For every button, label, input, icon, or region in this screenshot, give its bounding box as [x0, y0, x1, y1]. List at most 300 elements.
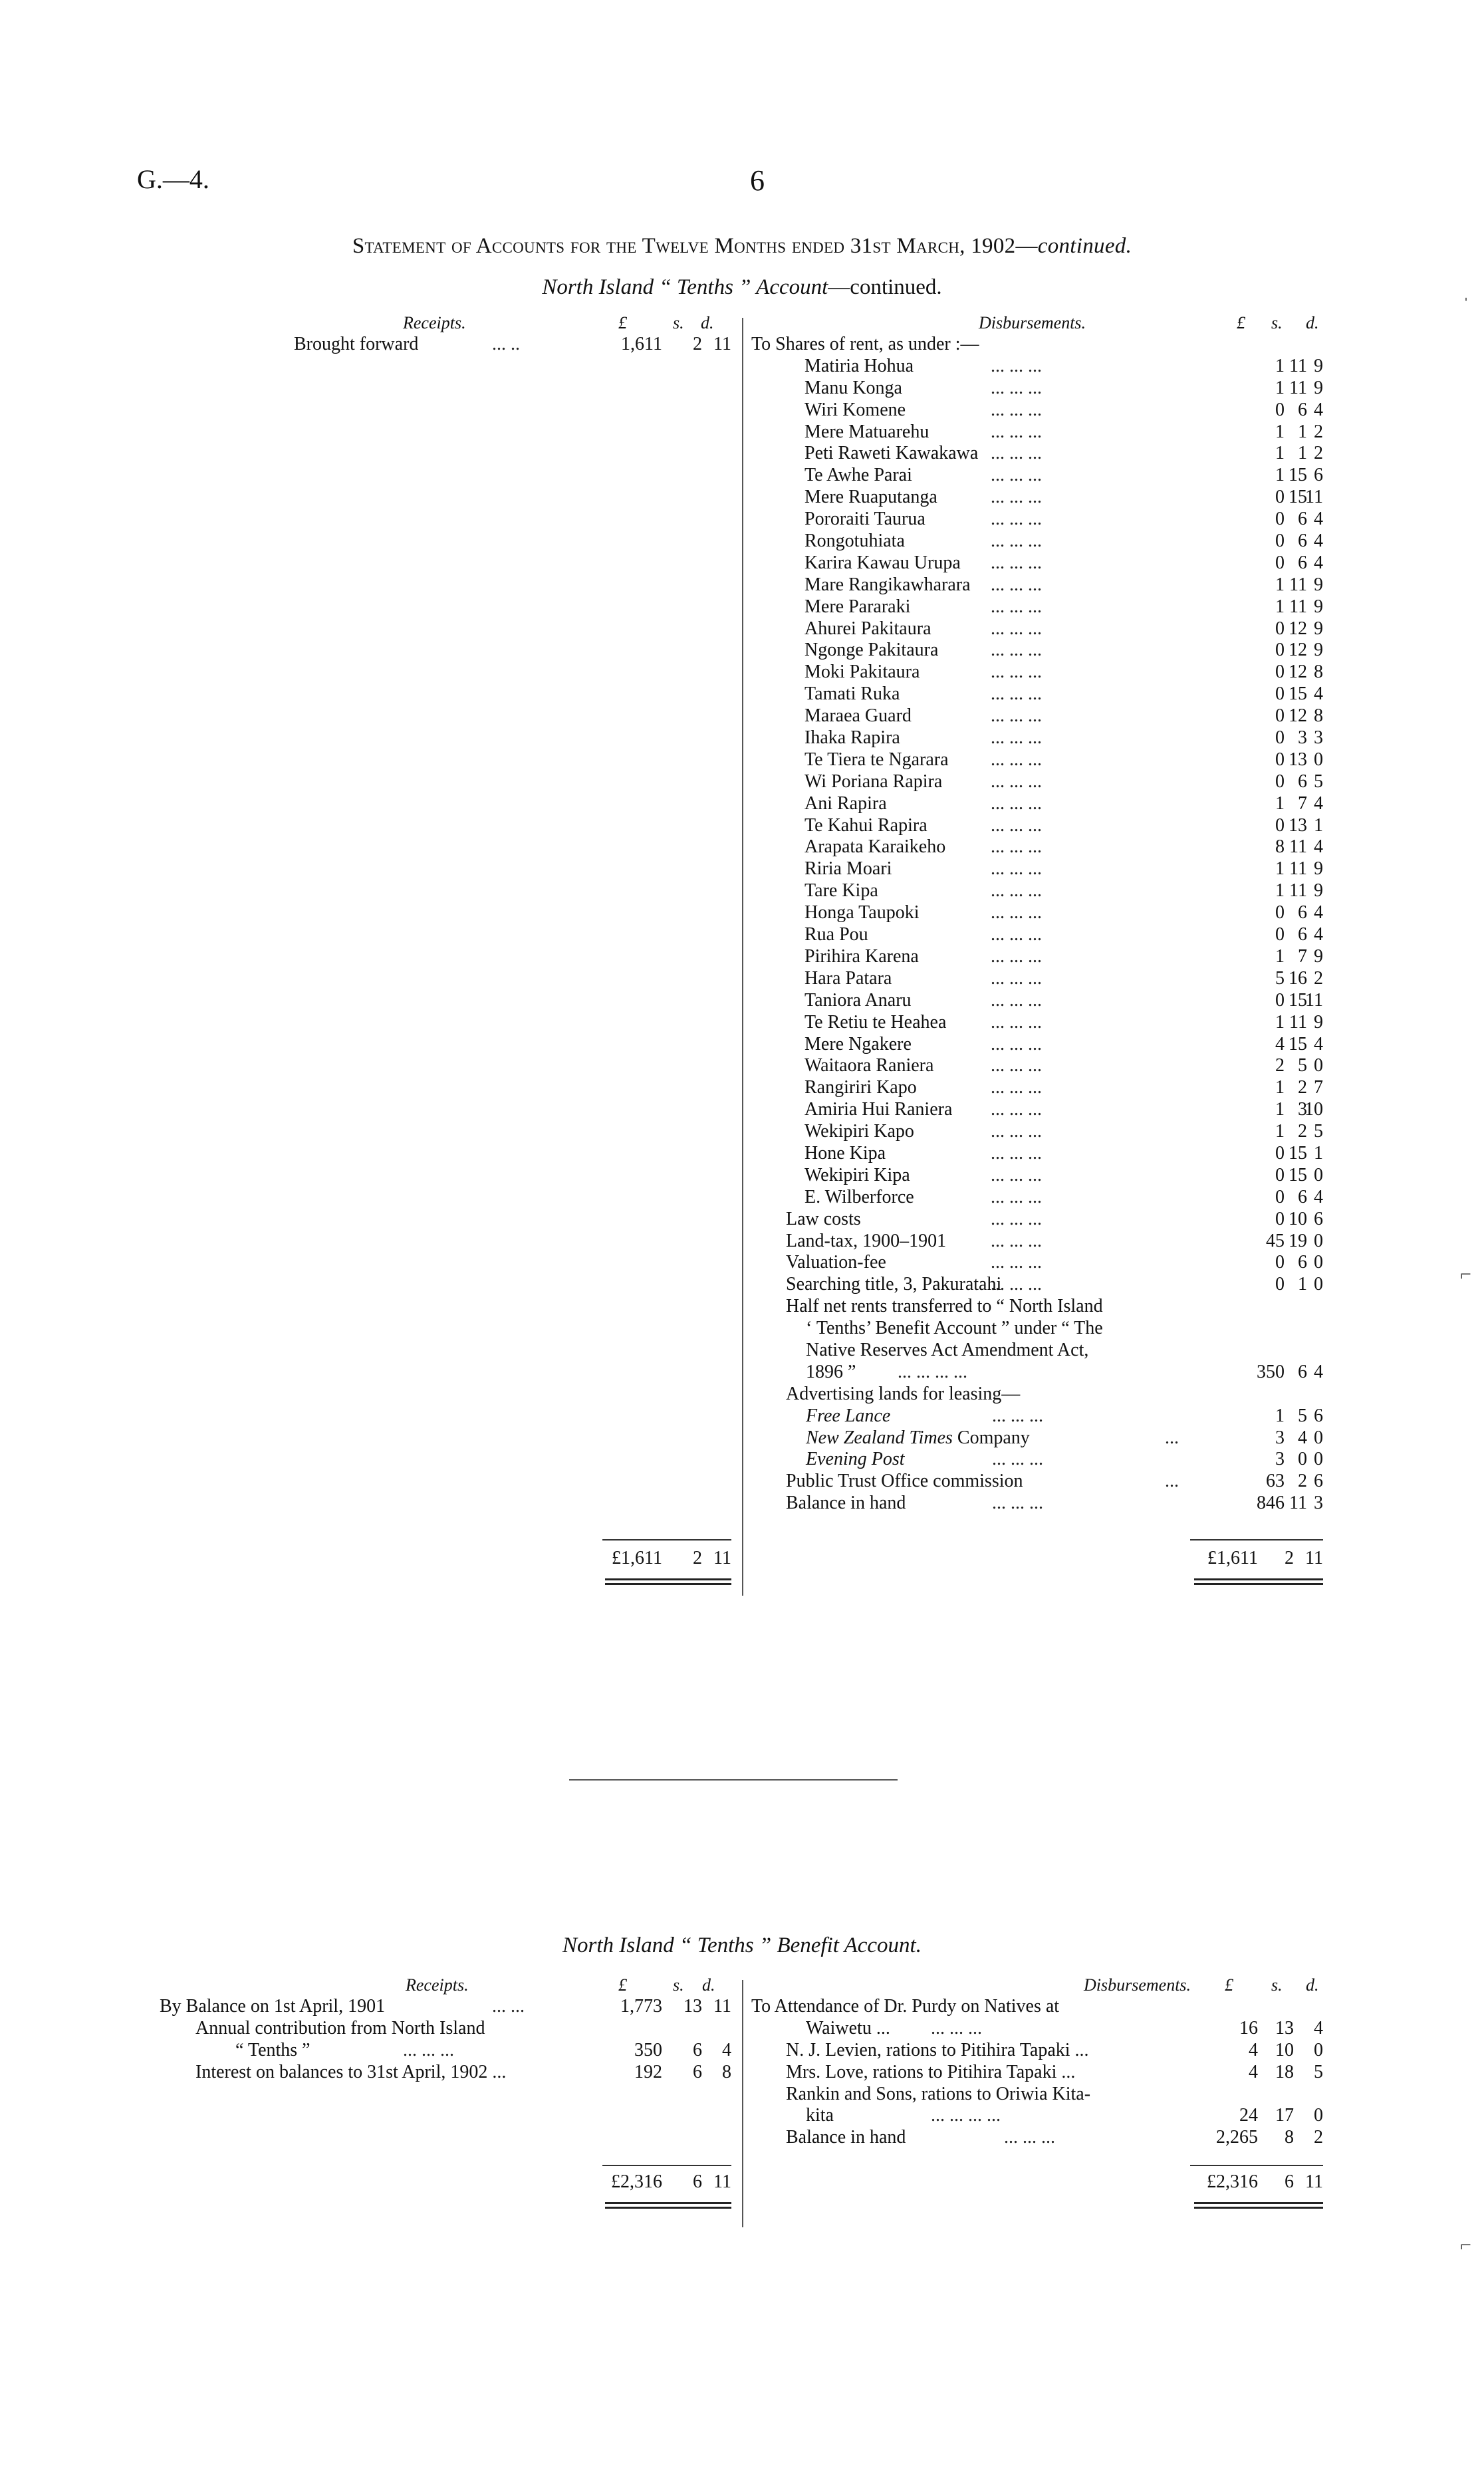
amount-pounds: 0 — [1275, 399, 1285, 420]
row-label: Waiwetu ... — [806, 2017, 890, 2038]
amount-pounds: 1 — [1275, 596, 1285, 617]
amount-pence: 9 — [1314, 618, 1323, 639]
amount-shillings: 6 — [1298, 771, 1307, 792]
leader-dots: ... .. — [492, 334, 520, 354]
amount-shillings: 12 — [1289, 618, 1307, 639]
amount-pounds: 1 — [1275, 858, 1285, 880]
amount-pounds: 0 — [1275, 989, 1285, 1011]
amount-pounds: 1 — [1275, 421, 1285, 442]
amount-pence: 6 — [1314, 1471, 1323, 1492]
amount-pence: 9 — [1314, 640, 1323, 661]
half-net-row — [751, 1296, 1323, 1318]
leader-dots: ... ... ... ... — [898, 1361, 967, 1382]
amount-pence: 8 — [722, 2061, 731, 2082]
leader-dots: ... ... ... — [991, 1186, 1042, 1207]
amount-pence: 1 — [1314, 1142, 1323, 1164]
amount-shillings: 13 — [1289, 814, 1307, 836]
leader-dots: ... ... ... — [991, 618, 1042, 639]
row-label: Mere Pararaki — [804, 596, 911, 617]
amount-pounds: 4 — [1275, 1033, 1285, 1054]
table-row — [751, 771, 1323, 793]
amount-shillings: 15 — [1289, 1033, 1307, 1054]
table-row — [751, 858, 1323, 880]
table-row — [751, 2040, 1323, 2062]
row-label: Maraea Guard — [804, 705, 912, 727]
row-label: E. Wilberforce — [804, 1186, 914, 1207]
amount-shillings: 8 — [1285, 2127, 1294, 2148]
amount-pounds: 1 — [1275, 377, 1285, 398]
row-label: Pirihira Karena — [804, 945, 919, 967]
table-row — [751, 1077, 1323, 1099]
leader-dots: ... ... ... — [991, 662, 1042, 683]
half-net-row — [751, 1340, 1323, 1362]
amount-pence: 0 — [1314, 2105, 1323, 2126]
leader-dots: ... ... ... — [991, 1142, 1042, 1164]
amount-shillings: 3 — [1298, 727, 1307, 749]
leader-dots: ... ... ... — [991, 377, 1042, 398]
row-label: Te Awhe Parai — [804, 465, 912, 486]
leader-dots: ... ... ... — [991, 640, 1042, 661]
table-row — [751, 1143, 1323, 1165]
amount-shillings: 11 — [1289, 574, 1307, 595]
row-label: Law costs — [786, 1208, 861, 1229]
amount-pounds: 1,611 — [621, 334, 662, 354]
amount-pence: 9 — [1314, 574, 1323, 595]
leader-dots: ... ... ... — [991, 683, 1042, 705]
table-row — [751, 1449, 1323, 1471]
amount-pence: 11 — [1305, 487, 1323, 508]
amount-pounds: 0 — [1275, 1252, 1285, 1273]
section-divider — [569, 1779, 898, 1781]
amount-shillings: 7 — [1298, 945, 1307, 967]
amount-pounds: 0 — [1275, 1164, 1285, 1185]
row-label: Native Reserves Act Amendment Act, — [806, 1339, 1089, 1360]
section1-receipts — [279, 312, 731, 356]
amount-pounds: 0 — [1275, 902, 1285, 924]
row-label: Tamati Ruka — [804, 683, 900, 705]
table-row — [751, 2018, 1323, 2040]
row-label: Hone Kipa — [804, 1142, 886, 1164]
leader-dots: ... ... ... — [991, 399, 1042, 420]
row-label: Ani Rapira — [804, 793, 887, 814]
amount-pounds: 0 — [1275, 771, 1285, 792]
row-label: Mere Ruaputanga — [804, 487, 937, 508]
amount-pence: 9 — [1314, 355, 1323, 376]
receipts2-total-double-rule — [605, 2202, 731, 2209]
amount-shillings: 6 — [1298, 552, 1307, 573]
amount-shillings: 1 — [1298, 421, 1307, 442]
row-label: Land-tax, 1900–1901 — [786, 1230, 947, 1251]
amount-pence: 6 — [1314, 1405, 1323, 1426]
row-label: Te Kahui Rapira — [804, 814, 928, 836]
leader-dots: ... ... ... — [991, 1121, 1042, 1142]
amount-pounds: 0 — [1275, 618, 1285, 639]
half-net-row — [751, 1362, 1323, 1384]
amount-shillings: 6 — [1298, 1186, 1307, 1207]
row-label: Advertising lands for leasing— — [786, 1383, 1021, 1404]
amount-pence: 5 — [1314, 771, 1323, 792]
amount-pence: 9 — [1314, 880, 1323, 902]
amount-shillings: 12 — [1289, 662, 1307, 683]
amount-pounds: 1 — [1275, 945, 1285, 967]
column-separator-2 — [742, 1980, 743, 2227]
table-row — [751, 1012, 1323, 1034]
amount-pounds: 1 — [1275, 1121, 1285, 1142]
row-label: Pororaiti Taurua — [804, 509, 926, 530]
amount-pence: 4 — [1314, 902, 1323, 924]
leader-dots: ... ... ... — [991, 1011, 1042, 1033]
row-label: Manu Konga — [804, 377, 902, 398]
amount-pence: 5 — [1314, 1121, 1323, 1142]
amount-pence: 2 — [1314, 2127, 1323, 2148]
leader-dots: ... ... ... — [991, 793, 1042, 814]
amount-pounds: 0 — [1275, 509, 1285, 530]
row-label: Rankin and Sons, rations to Oriwia Kita- — [786, 2083, 1091, 2104]
newspaper-suffix: Company — [952, 1427, 1030, 1448]
amount-pounds: 0 — [1275, 683, 1285, 705]
amount-shillings: 6 — [693, 2061, 702, 2082]
document-series-code: G.—4. — [137, 164, 209, 194]
amount-pence: 11 — [1305, 989, 1323, 1011]
amount-shillings: 2 — [693, 334, 702, 354]
amount-shillings: 5 — [1298, 1405, 1307, 1426]
leader-dots: ... ... ... — [991, 1164, 1042, 1185]
amount-pence: 0 — [1314, 2039, 1323, 2060]
page-number: 6 — [750, 164, 765, 197]
row-label: Matiria Hohua — [804, 355, 914, 376]
disbursements2-total-rule — [1190, 2165, 1323, 2166]
row-label: Amiria Hui Raniera — [804, 1099, 953, 1120]
amount-pence: 5 — [1314, 2061, 1323, 2082]
table-row — [279, 334, 731, 356]
margin-mark: ⌐ — [1460, 1263, 1471, 1285]
table-row — [751, 727, 1323, 749]
amount-shillings: 1 — [1298, 443, 1307, 464]
table-row — [751, 705, 1323, 727]
leader-dots: ... ... ... — [991, 967, 1042, 989]
disbursements-header: Disbursements. £ s. d. — [1084, 1975, 1319, 1995]
disbursements2-total: £2,316 6 11 — [1207, 2171, 1323, 2192]
amount-pounds: 0 — [1275, 749, 1285, 770]
amount-pence: 4 — [1314, 793, 1323, 814]
amount-shillings: 11 — [1289, 1493, 1307, 1514]
row-label: Mere Ngakere — [804, 1033, 912, 1054]
row-label: Balance in hand — [786, 1493, 906, 1514]
amount-pounds: 1 — [1275, 793, 1285, 814]
receipts-total: £1,611 2 11 — [612, 1548, 731, 1568]
amount-pence: 0 — [1314, 1449, 1323, 1470]
leader-dots: ... ... ... — [991, 902, 1042, 924]
statement-title — [0, 234, 1484, 259]
amount-shillings: 6 — [1298, 509, 1307, 530]
row-label: Ihaka Rapira — [804, 727, 900, 749]
leader-dots: ... ... ... — [991, 355, 1042, 376]
amount-shillings: 19 — [1289, 1230, 1307, 1251]
row-label: Rangiriri Kapo — [804, 1077, 917, 1098]
amount-pence: 4 — [1314, 924, 1323, 945]
leader-dots: ... ... ... — [991, 1099, 1042, 1120]
table-row — [751, 1493, 1323, 1515]
amount-pence: 9 — [1314, 858, 1323, 880]
leader-dots: ... ... ... — [991, 858, 1042, 880]
amount-pence: 0 — [1314, 749, 1323, 770]
leader-dots: ... ... ... — [991, 749, 1042, 770]
amount-pence: 4 — [1314, 552, 1323, 573]
leader-dots: ... ... ... — [991, 531, 1042, 552]
leader-dots: ... ... ... — [931, 2017, 982, 2038]
table-row — [751, 880, 1323, 902]
amount-shillings: 15 — [1289, 1142, 1307, 1164]
amount-shillings: 11 — [1289, 880, 1307, 902]
table-row — [751, 836, 1323, 858]
leader-dots: ... ... ... — [991, 1033, 1042, 1054]
row-label: N. J. Levien, rations to Pitihira Tapaki ... — [786, 2039, 1089, 2060]
table-row — [751, 531, 1323, 553]
table-row — [751, 1427, 1323, 1449]
table-row — [751, 990, 1323, 1012]
leader-dots: ... ... ... — [991, 1055, 1042, 1076]
amount-shillings: 17 — [1275, 2105, 1294, 2126]
row-label: By Balance on 1st April, 1901 — [160, 1996, 386, 2017]
leader-dots: ... ... ... — [403, 2039, 454, 2060]
row-label: Mere Matuarehu — [804, 421, 929, 442]
table-row — [751, 924, 1323, 946]
leader-dots: ... ... ... — [991, 771, 1042, 792]
amount-pounds: 1,773 — [620, 1996, 662, 2017]
amount-pence: 4 — [1314, 1361, 1323, 1382]
amount-pounds: 1 — [1275, 1077, 1285, 1098]
amount-pence: 2 — [1314, 967, 1323, 989]
amount-pounds: 0 — [1275, 814, 1285, 836]
row-label: Tare Kipa — [804, 880, 878, 902]
table-row — [751, 400, 1323, 422]
amount-pence: 4 — [722, 2039, 731, 2060]
table-row — [751, 793, 1323, 815]
margin-mark: ⌐ — [1460, 2234, 1471, 2256]
amount-shillings: 13 — [1289, 749, 1307, 770]
amount-pounds: 0 — [1275, 727, 1285, 749]
leader-dots: ... ... — [492, 1996, 525, 2017]
amount-pounds: 4 — [1249, 2039, 1258, 2060]
amount-shillings: 13 — [1275, 2017, 1294, 2038]
amount-pence: 2 — [1314, 443, 1323, 464]
table-row — [751, 465, 1323, 487]
receipts2-total: £2,316 6 11 — [611, 2171, 731, 2192]
row-label: Public Trust Office commission — [786, 1471, 1023, 1492]
table-row — [751, 356, 1323, 378]
receipts-total-double-rule — [605, 1578, 731, 1585]
half-net-row — [751, 1318, 1323, 1340]
section2-disbursements — [751, 1975, 1323, 2149]
amount-shillings: 6 — [1298, 399, 1307, 420]
leader-dots: ... ... ... — [991, 1252, 1042, 1273]
leader-dots: ... ... ... ... — [931, 2105, 1001, 2126]
amount-pence: 3 — [1314, 727, 1323, 749]
row-label — [806, 1449, 905, 1471]
amount-shillings: 6 — [1298, 531, 1307, 552]
row-label: Searching title, 3, Pakuratahi — [786, 1274, 1002, 1295]
row-label: Wekipiri Kipa — [804, 1164, 910, 1185]
table-row — [751, 1121, 1323, 1143]
amount-pence: 11 — [713, 334, 731, 354]
row-label: Ahurei Pakitaura — [804, 618, 931, 639]
amount-pounds: 0 — [1275, 487, 1285, 508]
amount-shillings: 0 — [1298, 1449, 1307, 1470]
amount-pence: 4 — [1314, 399, 1323, 420]
leader-dots: ... — [1165, 1471, 1179, 1492]
table-row — [160, 1996, 731, 2018]
table-row — [751, 749, 1323, 771]
disbursements-header: Disbursements. £ s. d. — [979, 313, 1319, 332]
row-label — [806, 1427, 1030, 1449]
amount-pounds: 5 — [1275, 967, 1285, 989]
amount-pence: 9 — [1314, 596, 1323, 617]
receipts-header: Receipts. £ s. d. — [403, 313, 714, 332]
amount-pence: 8 — [1314, 662, 1323, 683]
amount-shillings: 3 — [1298, 1099, 1307, 1120]
amount-pounds: 350 — [634, 2039, 662, 2060]
table-row — [751, 574, 1323, 596]
table-row — [751, 2105, 1323, 2127]
amount-shillings: 13 — [683, 1996, 702, 2017]
row-label: “ Tenths ” — [235, 2039, 310, 2060]
leader-dots: ... ... ... — [992, 1405, 1043, 1426]
row-label: 1896 ” — [806, 1361, 856, 1382]
amount-shillings: 4 — [1298, 1427, 1307, 1448]
row-label: Valuation-fee — [786, 1252, 886, 1273]
leader-dots: ... — [1165, 1427, 1179, 1448]
leader-dots: ... ... ... — [992, 1449, 1043, 1470]
amount-pence: 6 — [1314, 465, 1323, 486]
disbursements2-total-double-rule — [1194, 2202, 1323, 2209]
amount-pounds: 0 — [1275, 662, 1285, 683]
table-row — [751, 2084, 1323, 2106]
amount-shillings: 5 — [1298, 1055, 1307, 1076]
amount-shillings: 15 — [1289, 465, 1307, 486]
table-row — [751, 1231, 1323, 1253]
table-row — [751, 618, 1323, 640]
amount-shillings: 11 — [1289, 377, 1307, 398]
amount-pence: 0 — [1314, 1427, 1323, 1448]
amount-pence: 10 — [1304, 1099, 1323, 1120]
amount-pence: 4 — [1314, 509, 1323, 530]
amount-pence: 4 — [1314, 1033, 1323, 1054]
amount-shillings: 6 — [1298, 1252, 1307, 1273]
table-row — [751, 1055, 1323, 1077]
leader-dots: ... ... ... — [991, 1208, 1042, 1229]
amount-pounds: 0 — [1275, 705, 1285, 727]
row-label: To Attendance of Dr. Purdy on Natives at — [751, 1996, 1060, 2017]
leader-dots: ... ... ... — [991, 924, 1042, 945]
amount-pounds: 0 — [1275, 640, 1285, 661]
disbursements-total: £1,611 2 11 — [1207, 1548, 1323, 1568]
amount-shillings: 6 — [1298, 902, 1307, 924]
amount-shillings: 12 — [1289, 705, 1307, 727]
table-row — [160, 2062, 731, 2084]
table-row — [751, 596, 1323, 618]
amount-pence: 8 — [1314, 705, 1323, 727]
amount-pence: 2 — [1314, 421, 1323, 442]
amount-pounds: 192 — [634, 2061, 662, 2082]
leader-dots: ... ... ... — [991, 509, 1042, 530]
amount-shillings: 10 — [1289, 1208, 1307, 1229]
amount-pounds: 0 — [1275, 1186, 1285, 1207]
row-label: Wiri Komene — [804, 399, 906, 420]
amount-pence: 0 — [1314, 1252, 1323, 1273]
amount-shillings: 15 — [1289, 989, 1307, 1011]
row-label: Karira Kawau Urupa — [804, 552, 961, 573]
amount-pence: 9 — [1314, 1011, 1323, 1033]
amount-shillings: 11 — [1289, 596, 1307, 617]
table-row — [160, 2040, 731, 2062]
row-label: Moki Pakitaura — [804, 662, 920, 683]
title-main: Statement of Accounts for the Twelve Months ended 31st March, 1902— — [352, 234, 1038, 258]
row-label: Waitaora Raniera — [804, 1055, 934, 1076]
table-row — [751, 2062, 1323, 2084]
row-label: Rua Pou — [804, 924, 868, 945]
table-row — [160, 2018, 731, 2040]
amount-shillings: 10 — [1275, 2039, 1294, 2060]
row-label: Taniora Anaru — [804, 989, 912, 1011]
leader-dots: ... ... ... — [991, 705, 1042, 727]
amount-pence: 3 — [1314, 1493, 1323, 1514]
table-row — [751, 1099, 1323, 1121]
column-separator — [742, 318, 743, 1596]
receipts-total-rule — [602, 1539, 731, 1541]
amount-pence: 4 — [1314, 2017, 1323, 2038]
disbursements-total-double-rule — [1194, 1578, 1323, 1585]
amount-shillings: 11 — [1289, 858, 1307, 880]
row-label: Annual contribution from North Island — [195, 2017, 485, 2038]
leader-dots: ... ... ... — [991, 487, 1042, 508]
amount-pounds: 0 — [1275, 924, 1285, 945]
amount-pence: 9 — [1314, 377, 1323, 398]
amount-pounds: 0 — [1275, 531, 1285, 552]
amount-pence: 6 — [1314, 1208, 1323, 1229]
amount-pence: 0 — [1314, 1274, 1323, 1295]
amount-pounds: 846 — [1257, 1493, 1285, 1514]
amount-pence: 0 — [1314, 1055, 1323, 1076]
leader-dots: ... ... ... — [991, 880, 1042, 902]
row-label: To Shares of rent, as under :— — [751, 334, 979, 354]
amount-pence: 4 — [1314, 1186, 1323, 1207]
amount-pence: 4 — [1314, 531, 1323, 552]
table-row — [751, 1187, 1323, 1209]
newspaper-name: Free Lance — [806, 1405, 891, 1426]
table-row — [751, 443, 1323, 465]
disbursements-total-rule — [1190, 1539, 1323, 1541]
amount-pence: 11 — [713, 1996, 731, 2017]
receipts-header: Receipts. £ s. d. — [406, 1975, 715, 1995]
table-row — [751, 1274, 1323, 1296]
row-label: Wi Poriana Rapira — [804, 771, 943, 792]
leader-dots: ... ... ... — [991, 814, 1042, 836]
amount-pounds: 16 — [1239, 2017, 1258, 2038]
row-label: Mrs. Love, rations to Pitihira Tapaki ... — [786, 2061, 1076, 2082]
receipts2-total-rule — [602, 2165, 731, 2166]
table-row — [751, 509, 1323, 531]
amount-pounds: 350 — [1257, 1361, 1285, 1382]
amount-pounds: 0 — [1275, 1208, 1285, 1229]
amount-pounds: 1 — [1275, 1011, 1285, 1033]
amount-pence: 1 — [1314, 814, 1323, 836]
amount-shillings: 6 — [1298, 924, 1307, 945]
section1-disbursements — [751, 312, 1323, 1515]
amount-pounds: 2 — [1275, 1055, 1285, 1076]
amount-pounds: 2,265 — [1216, 2127, 1258, 2148]
row-label: Half net rents transferred to “ North Island — [786, 1296, 1103, 1317]
amount-shillings: 1 — [1298, 1274, 1307, 1295]
